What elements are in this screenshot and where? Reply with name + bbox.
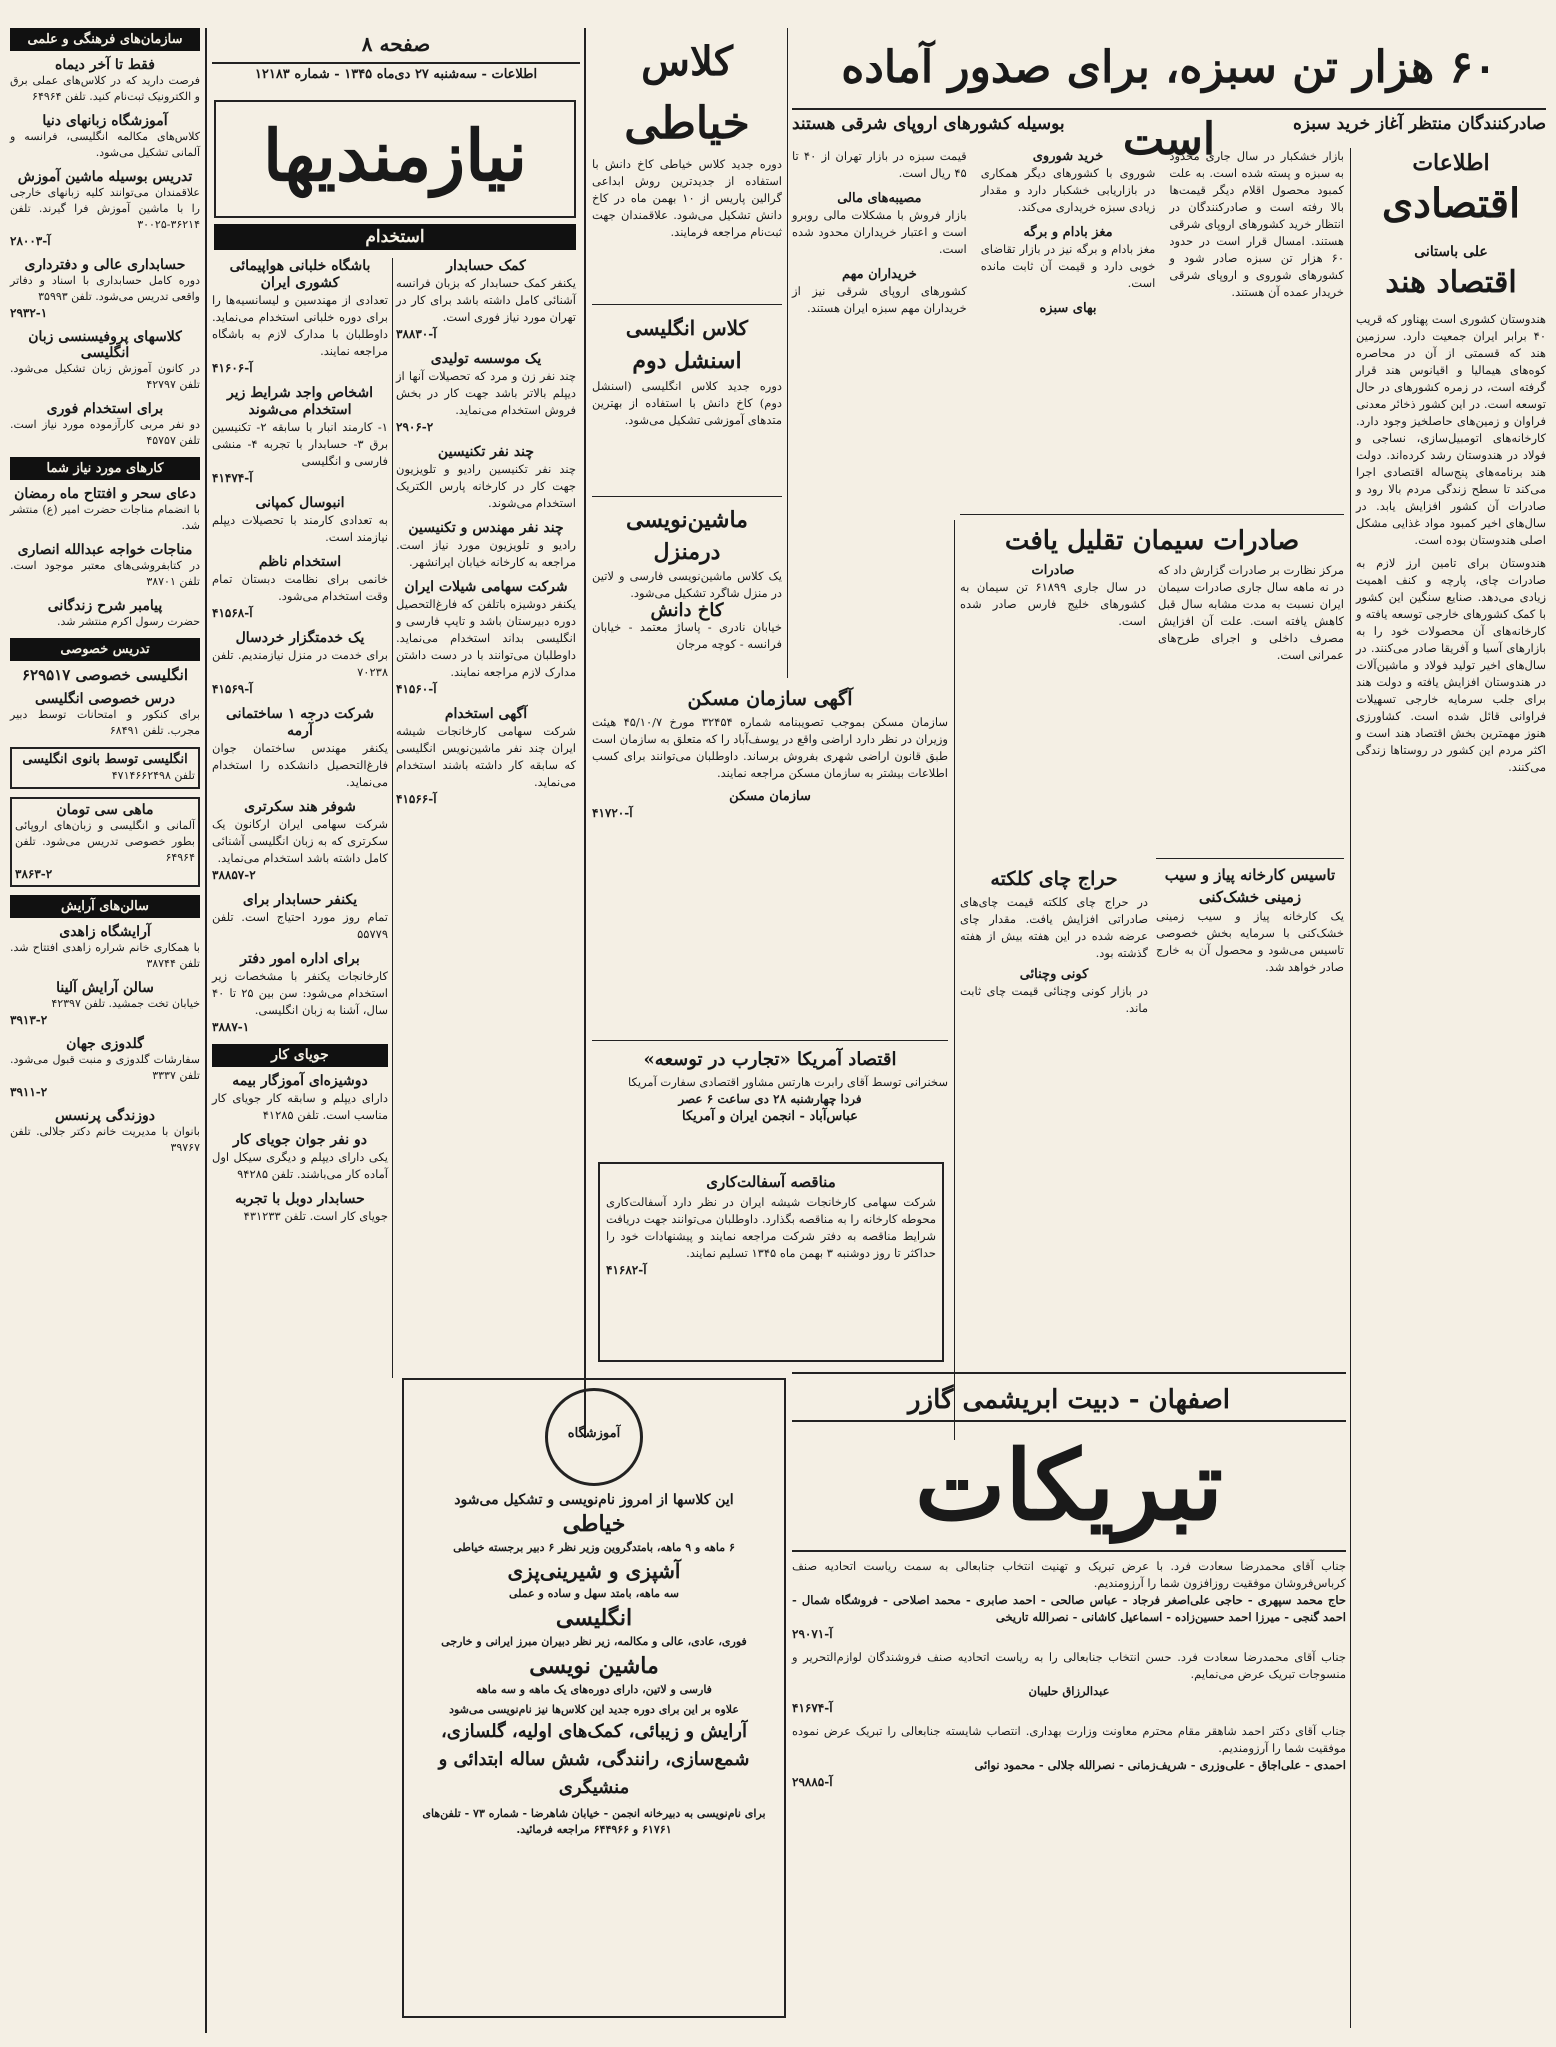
usa-ad: اقتصاد آمریکا «تجارب در توسعه» سخنرانی توسط آقای رابرت هارتس مشاور اقتصادی سفارت آمریکا فردا چهارشنبه ۲۸ دی ساعت ۶ عصر عباس‌آباد - انجمن ایران و آمریکا (628, 1049, 948, 1124)
left-strip-item: برای استخدام فوری دو نفر مربی کارآزموده مورد نیاز است. تلفن ۴۵۷۵۷ (10, 401, 200, 447)
estekhdam-banner: استخدام (214, 224, 576, 250)
left-strip-item: مناجات خواجه عبدالله انصاری در کتابفروشی‌های معتبر موجود است. تلفن ۳۸۷۰۱ (10, 542, 200, 588)
cement-title: صادرات سیمان تقلیل یافت (1004, 526, 1300, 556)
classified-item: شرکت درجه ۱ ساختمانی آرمه یکنفر مهندس ساختمان جوان فارغ‌التحصیل دانشکده را استخدام می‌نماید. (212, 706, 388, 789)
onion-article: تاسیس کارخانه پیاز و سیب زمینی خشک‌کنی یک کارخانه پیاز و سیب زمینی خشک‌کنی با سرمایه بخش خصوصی تاسیس می‌شود و محصول آن به خارج صادر خواهد شد. (1156, 866, 1344, 974)
divider (1350, 148, 1351, 2028)
left-strip-item: انگلیسی توسط بانوی انگلیسی تلفن ۴۷۱۴۶۶۲۴۹۸ (10, 747, 200, 789)
divider (592, 496, 782, 497)
classified-item: استخدام ناظم خانمی برای نظامت دبستان تمام وقت استخدام می‌شود. ۴۱۵۶۸-آ (212, 554, 388, 620)
left-strip-item: دعای سحر و افتتاح ماه رمضان با انضمام مناجات حضرت امیر (ع) منتشر شد. (10, 486, 200, 532)
subhead-left: بوسیله کشورهای اروپای شرقی هستند (792, 114, 1065, 134)
classified-item: چند نفر مهندس و تکنیسین رادیو و تلویزیون مورد نیاز است. مراجعه به کارخانه خیابان ایرانشهر. (396, 520, 576, 569)
classified-item: کمک حسابدار یکنفر کمک حسابدار که بزبان فرانسه آشنائی کامل داشته باشد برای کار در تهران مورد نیاز فوری است. ۳۸۸۳۰-آ (396, 258, 576, 341)
classified-item: دو نفر جوان جویای کار یکی دارای دیپلم و دیگری سیکل اول آماده کار می‌باشند. تلفن ۹۴۲۸۵ (212, 1132, 388, 1181)
classified-item: دوشیزه‌ای آموزگار بیمه دارای دیپلم و سابقه کار جویای کار مناسب است. تلفن ۴۱۲۸۵ (212, 1073, 388, 1122)
eqtesadi-logo-small: اطلاعات (1412, 150, 1490, 176)
left-strip-item: حسابداری عالی و دفترداری دوره کامل حسابداری با اسناد و دفاتر واقعی تدریس می‌شود. تلفن ۳۵۹۹۳ ۲۹۳۲-۱ (10, 257, 200, 320)
eqtesadi-title: اقتصاد هند (1385, 265, 1517, 300)
divider (792, 108, 1546, 110)
divider (960, 514, 1344, 515)
left-strip (10, 28, 200, 2033)
classified-item: انبوسال کمپانی به تعدادی کارمند با تحصیلات دیپلم نیازمند است. (212, 495, 388, 544)
classified-item: یک خدمتگزار خردسال برای خدمت در منزل نیازمندیم. تلفن ۷۰۲۳۸ ۴۱۵۶۹-آ (212, 630, 388, 696)
main-subheads (792, 114, 1546, 142)
left-strip-item: گلدوزی جهان سفارشات گلدوزی و منبت قبول می‌شود. تلفن ۳۳۳۷ ۳۹۱۱-۲ (10, 1036, 200, 1099)
page-header-line (212, 32, 580, 90)
classified-item: آگهی استخدام شرکت سهامی کارخانجات شیشه ایران چند نفر ماشین‌نویس انگلیسی که سابقه کار داشته باشند استخدام می‌نماید. ۴۱۵۶۶-آ (396, 706, 576, 806)
classified-item: شوفر هند سکرتری شرکت سهامی ایران ارکانون یک سکرتری که به زبان انگلیسی آشنائی کامل داشته باشد استخدام می‌نماید. ۳۸۸۵۷-۲ (212, 799, 388, 882)
niazmandiha-col-left (212, 258, 388, 2018)
tribute-big: تبریکات (792, 1420, 1346, 1552)
left-strip-item: ماهی سی تومان آلمانی و انگلیسی و زبان‌های اروپائی بطور خصوصی تدریس می‌شود. تلفن ۶۴۹۶۴ ۳۸۶۳-۲ (10, 797, 200, 887)
divider (954, 520, 955, 1440)
divider (787, 28, 788, 678)
divider (592, 304, 782, 305)
left-strip-item: کلاسهای پروفیسنسی زبان انگلیسی در کانون آموزش زبان تشکیل می‌شود. تلفن ۴۲۷۹۷ (10, 329, 200, 391)
issue-line: اطلاعات - سه‌شنبه ۲۷ دی‌ماه ۱۳۴۵ - شماره ۱۲۱۸۳ (212, 62, 580, 82)
niazmandiha-title: نیازمندیها (262, 114, 528, 197)
niazmandiha-masthead (214, 100, 576, 218)
divider (205, 28, 207, 2033)
page-number: صفحه ۸ (361, 32, 431, 56)
divider (792, 1372, 1346, 1374)
english-ad: کلاس انگلیسی اسنشل دوم دوره جدید کلاس انگلیسی (اسنشل دوم) کاخ دانش با استفاده از بهترین متدهای آموزشی تشکیل می‌شود. (592, 316, 782, 427)
left-strip-item: پیامبر شرح زندگانی حضرت رسول اکرم منتشر شد. (47, 598, 200, 628)
classified-item: اشخاص واجد شرایط زیر استخدام می‌شوند ۱- کارمند انبار با سابقه ۲- تکنیسین برق ۳- حسابدار با تجربه ۴- منشی فارسی و انگلیسی ۴۱۴۷۴-آ (212, 385, 389, 485)
left-strip-item: آرایشگاه زاهدی با همکاری خانم شراره زاهدی افتتاح شد. تلفن ۳۸۷۴۴ (10, 924, 200, 970)
divider (392, 258, 393, 1378)
main-headline: ۶۰ هزار تن سبزه، برای صدور آماده است (841, 42, 1497, 165)
khayati-ad: کلاس خیاطی دوره جدید کلاس خیاطی کاخ دانش با استفاده از جدیدترین روش ابداعی گرالین پاریس از ۱۰ بهمن ماه در کاخ دانش تشکیل می‌شود. علاقمندان جهت ثبت‌نام مراجعه فرمایند. (592, 38, 782, 239)
divider (592, 1040, 948, 1041)
niazmandiha-col-right (396, 258, 576, 1438)
eqtesadi-byline: علی باستانی (1414, 244, 1488, 260)
jooya-banner: جویای کار (212, 1044, 388, 1067)
left-strip-item: دوزندگی پرنسس بانوان با مدیریت خانم دکتر جلالی. تلفن ۳۹۷۶۷ (10, 1108, 200, 1154)
school-emblem: آموزشگاه (545, 1388, 643, 1486)
divider (1156, 858, 1344, 859)
asphalt-tender: مناقصه آسفالت‌کاری شرکت سهامی کارخانجات شیشه ایران در نظر دارد آسفالت‌کاری محوطه کارخانه را به مناقصه بگذارد. داوطلبان می‌توانند جهت دریافت شرایط مناقصه به دفتر شرکت مراجعه نمایند و پیشنهادات خود را حداکثر تا روز دوشنبه ۳ بهمن ماه ۱۳۴۵ تسلیم نمایند. ۴۱۶۸۲-آ (598, 1162, 944, 1362)
eqtesadi-body-continued: هندوستان برای تامین ارز لازم به صادرات چای، پارچه و کنف اهمیت زیادی می‌دهد. صنایع سنگین این کشور با کمک کشورهای خارجی توسعه یافته و کارخانه‌های آن محصولات خود را به بازارهای آسیا و آفریقا صادر می‌کنند. در سال‌های اخیر تولید فولاد و ماشین‌آلات در هندوستان افزایش یافته و دولت هند برای جلب سرمایه خارجی تسهیلات فراوانی قائل شده است. کشاورزی هنوز مهمترین بخش اقتصاد هند است و اکثر مردم این کشور در روستاها زندگی می‌کنند. (1356, 556, 1546, 774)
left-strip-item: سالن آرایش آلینا خیابان تخت جمشید. تلفن ۴۲۳۹۷ ۳۹۱۳-۲ (10, 980, 200, 1027)
eqtesadi-logo: اقتصادی (1381, 180, 1521, 227)
left-strip-list (10, 57, 200, 449)
left-strip-item: آموزشگاه زبانهای دنیا کلاس‌های مکالمه انگلیسی، فرانسه و آلمانی تشکیل می‌شود. (10, 113, 200, 159)
classified-item: برای اداره امور دفتر کارخانجات یکنفر با مشخصات زیر استخدام می‌شود: سن بین ۲۵ تا ۴۰ سال، آشنا به زبان انگلیسی. ۳۸۸۷-۱ (212, 951, 388, 1034)
tribute-block: اصفهان - دبیت ابریشمی گازر تبریکات جناب آقای محمدرضا سعادت فرد. با عرض تبریک و تهنیت انتخاب جنابعالی به سمت ریاست اتحادیه صنف کرباس‌فروشان موفقیت روزافزون شما را آرزومندیم. حاج محمد سپهری - حاجی علی‌اصغر فرجاد - عباس صالحی - احمد صابری - محمد اصلاحی - فروشگاه شمال - احمد گنجی - میرزا احمد حسین‌زاده - اسماعیل کاشانی - نصرالله تاریخی آ-۲۹۰۷۱ جناب آقای محمدرضا سعادت فرد. حسن انتخاب جنابعالی را به ریاست اتحادیه صنف فروشندگان لوازم‌التحریر و منسوجات تبریک عرض می‌نمایم. عبدالرزاق حلیبان آ-۴۱۶۷۴ جناب آقای دکتر احمد شاهقر مقام محترم معاونت وزارت بهداری. انتصاب شایسته جنابعالی را تبریک عرض نموده موفقیت شما را آرزومندیم. احمدی - علی‌اجاق - علی‌وزری - شریف‌زمانی - نصرالله جلالی - محمود نوائی آ-۲۹۸۸۵ (792, 1380, 1346, 2030)
subhead-right: صادرکنندگان منتظر آغاز خرید سبزه (1293, 114, 1546, 134)
maskan-ad: آگهی سازمان مسکن سازمان مسکن بموجب تصویبنامه شماره ۳۲۴۵۴ مورخ ۴۵/۱۰/۷ هیئت وزیران در نظر دارد اراضی واقع در یوسف‌آباد را که متعلق به سازمان است طبق قانون اراضی شهری بفروش برساند. داوطلبان می‌توانند برای کسب اطلاعات بیشتر به سازمان مسکن مراجعه نمایند. سازمان مسکن ۴۱۷۲۰-آ (592, 688, 948, 820)
left-strip-banner-2: کارهای مورد نیاز شما (10, 457, 200, 480)
classified-item: یکنفر حسابدار برای تمام روز مورد احتیاج است. تلفن ۵۵۷۷۹ (212, 892, 388, 941)
eqtesadi-body: هندوستان کشوری است پهناور که قریب ۴۰ برابر ایران جمعیت دارد. سرزمین هند که قسمتی از آن در محاصره کوه‌های هیمالیا و اقیانوس هند قرار گرفته است، در زمره کشورهای در حال توسعه است. در این کشور ذخائر معدنی فراوان و زمین‌های حاصلخیز وجود دارد. کارخانه‌های اتومبیل‌سازی، نساجی و فولاد در هندوستان رشد کرده‌اند. دولت هند برنامه‌های پنج‌ساله اقتصادی اجرا می‌کند تا سطح زندگی مردم بالا رود و صادرات آن کشور افزایش یابد. در سال‌های اخیر کمبود مواد غذایی مشکل اصلی هندوستان بوده است. (1356, 312, 1546, 547)
eqtesadi-column (1356, 148, 1546, 2028)
cement-article: صادرات سیمان تقلیل یافت مرکز نظارت بر صادرات گزارش داد که در نه ماهه سال جاری صادرات سیمان ایران نسبت به مدت مشابه سال قبل کاهش یافته است. علت آن افزایش مصرف داخلی و اجرای طرح‌های عمرانی است. صادرات در سال جاری ۶۱۸۹۹ تن سیمان به کشورهای خلیج فارس صادر شده است. (960, 520, 1344, 850)
left-strip-banner-4: سالن‌های آرایش (10, 895, 200, 918)
classified-item: شرکت سهامی شیلات ایران یکنفر دوشیزه باتلفن که فارغ‌التحصیل دوره دبیرستان باشد و تایپ فارسی و انگلیسی بداند استخدام می‌نماید. داوطلبان می‌توانند با در دست داشتن مدارک لازم مراجعه نمایند. ۴۱۵۶۰-آ (396, 579, 576, 696)
classified-item: چند نفر تکنیسین چند نفر تکنیسین رادیو و تلویزیون جهت کار در کارخانه پارس الکتریک استخدام می‌شوند. (396, 444, 576, 510)
tribute-title: اصفهان - دبیت ابریشمی گازر (908, 1385, 1230, 1415)
classified-item: باشگاه خلبانی هواپیمائی کشوری ایران تعدادی از مهندسین و لیسانسیه‌ها را برای دوره خلبانی استخدام می‌نماید. داوطلبان با مدارک لازم به باشگاه مراجعه نمایند. ۴۱۶۰۶-آ (212, 258, 388, 375)
left-strip-banner: سازمان‌های فرهنگی و علمی (10, 28, 200, 51)
divider (584, 28, 586, 1438)
left-strip-banner-3: تدریس خصوصی (10, 638, 200, 661)
left-strip-item: فقط تا آخر دیماه فرصت دارید که در کلاس‌های عملی برق و الکترونیک ثبت‌نام کنید. تلفن ۶۴۹۶۴ (10, 57, 200, 103)
classified-item: حسابدار دوبل با تجربه جویای کار است. تلفن ۴۳۱۲۳۳ (235, 1191, 388, 1223)
classified-item: یک موسسه تولیدی چند نفر زن و مرد که تحصیلات آنها از دیپلم بالاتر باشد جهت کار در بخش فروش استخدام می‌نماید. ۲۹۰۶-۲ (396, 351, 576, 434)
main-body: بازار خشکبار در سال جاری محدود به سبزه و پسته شده است. به علت کمبود محصول اقلام دیگر قیمت‌ها بالا رفته است و صادرکنندگان در انتظار خرید کشورهای اروپای شرقی هستند. امسال قرار است در حدود ۶۰ هزار تن سبزه صادر شود و کشورهای شوروی و اروپای شرقی خریدار عمده آن هستند. خرید شوروی شوروی با کشورهای دیگر همکاری در بازاریابی خشکبار دارد و مقدار زیادی سبزه خریداری می‌کند. مغز بادام و برگه مغز بادام و برگه نیز در بازار تقاضای خوبی دارد و قیمت آن ثابت مانده است. بهای سبزه قیمت سبزه در بازار تهران از ۴۰ تا ۴۵ ریال است. مصیبه‌های مالی بازار فروش با مشکلات مالی روبرو است و اعتبار خریداران محدود شده است. خریداران مهم کشورهای اروپای شرقی نیز از خریداران مهم سبزه ایران هستند. (792, 149, 1344, 316)
left-strip-item: درس خصوصی انگلیسی برای کنکور و امتحانات توسط دبیر مجرب. تلفن ۶۸۴۹۱ (10, 691, 200, 737)
school-ad: آموزشگاه این کلاسها از امروز نام‌نویسی و تشکیل می‌شود خیاطی ۶ ماهه و ۹ ماهه، بامتدگروین وزیر نظر ۶ دبیر برجسته خیاطی آشپزی و شیرینی‌پزی سه ماهه، بامتد سهل و ساده و عملی انگلیسی فوری، عادی، عالی و مکالمه، زیر نظر دبیران مبرز ایرانی و خارجی ماشین نویسی فارسی و لاتین، دارای دوره‌های یک ماهه و سه ماهه علاوه بر این برای دوره جدید این کلاس‌ها نیز نام‌نویسی می‌شود آرایش و زیبائی، کمک‌های اولیه، گلسازی، شمع‌سازی، رانندگی، شش ساله ابتدائی و منشیگری برای نام‌نویسی به دبیرخانه انجمن - خیابان شاهرضا - شماره ۷۳ - تلفن‌های ۶۱۷۶۱ و ۶۴۴۹۶۶ مراجعه فرمائید. (402, 1378, 786, 2018)
typing-ad: ماشین‌نویسی درمنزل یک کلاس ماشین‌نویسی فارسی و لاتین در منزل شاگرد تشکیل می‌شود. کاخ دانش خیابان نادری - پاساژ معتمد - خیابان فرانسه - کوچه مرجان (592, 507, 782, 651)
tea-article: حراج چای کلکته در حراج چای کلکته قیمت چای‌های صادراتی افزایش یافت. مقدار چای عرضه شده در این هفته بیش از هفته گذشته بود. کونی وچنائی در بازار کونی وچنائی قیمت چای ثابت ماند. (960, 868, 1148, 1015)
left-strip-item: تدریس بوسیله ماشین آموزش علاقمندان می‌توانند کلیه زبانهای خارجی را با ماشین آموزش فرا گیرند. تلفن ۳۶۲۱۴-۳۰۰۲۵ ۲۸۰۰۳-آ (10, 169, 200, 248)
left-strip-item: انگلیسی خصوصی ۶۲۹۵۱۷ (21, 666, 189, 684)
